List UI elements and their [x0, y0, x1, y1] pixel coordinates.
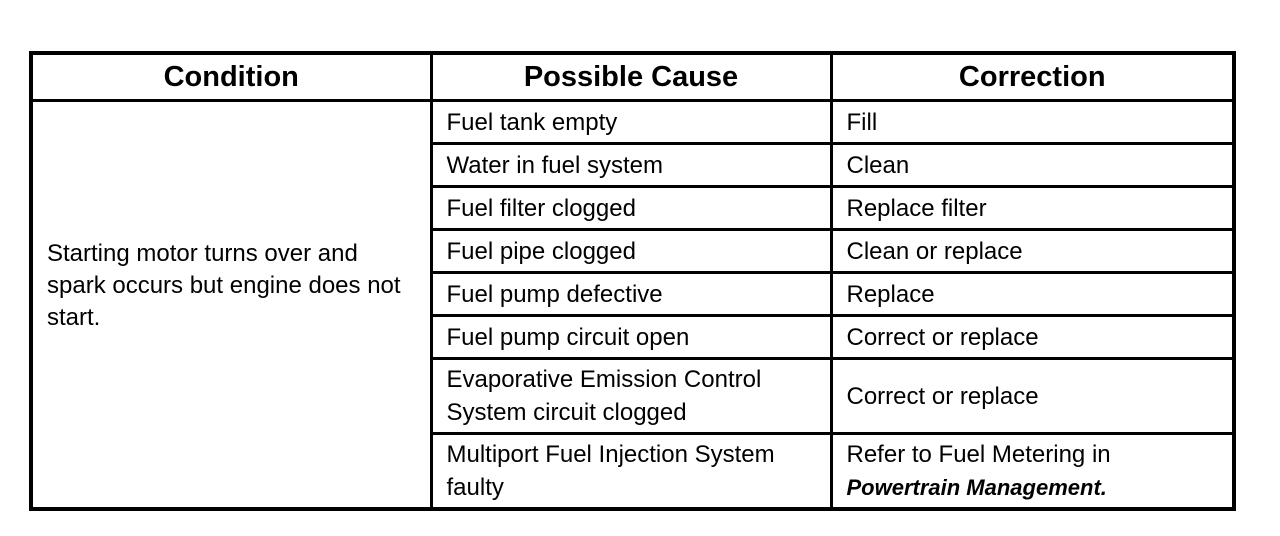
header-row	[31, 53, 1234, 101]
cause-cell: Fuel tank empty	[431, 101, 831, 144]
correction-cell	[831, 434, 1234, 510]
correction-cell: Replace	[831, 273, 1234, 316]
cause-cell: Fuel pump defective	[431, 273, 831, 316]
header-possible-cause: Possible Cause	[431, 53, 831, 101]
header-correction: Correction	[831, 53, 1234, 101]
correction-text: Refer to Fuel Metering in	[846, 441, 1111, 468]
correction-cell: Correct or replace	[831, 316, 1234, 359]
correction-cell: Replace filter	[831, 187, 1234, 230]
correction-cell: Correct or replace	[831, 359, 1234, 434]
correction-cell: Clean	[831, 144, 1234, 187]
troubleshooting-table	[29, 51, 1236, 511]
cause-cell: Fuel pump circuit open	[431, 316, 831, 359]
cause-cell: Fuel filter clogged	[431, 187, 831, 230]
cause-cell: Water in fuel system	[431, 144, 831, 187]
cause-cell: Evaporative Emission Control System circuit clogged	[431, 359, 831, 434]
condition-cell: Starting motor turns over and spark occurs but engine does not start.	[31, 101, 431, 510]
cause-cell: Fuel pipe clogged	[431, 230, 831, 273]
manual-reference: Powertrain Management.	[846, 475, 1107, 500]
cause-cell: Multiport Fuel Injection System faulty	[431, 434, 831, 510]
table-row	[31, 101, 1234, 144]
correction-cell: Clean or replace	[831, 230, 1234, 273]
header-condition: Condition	[31, 53, 431, 101]
correction-cell: Fill	[831, 101, 1234, 144]
